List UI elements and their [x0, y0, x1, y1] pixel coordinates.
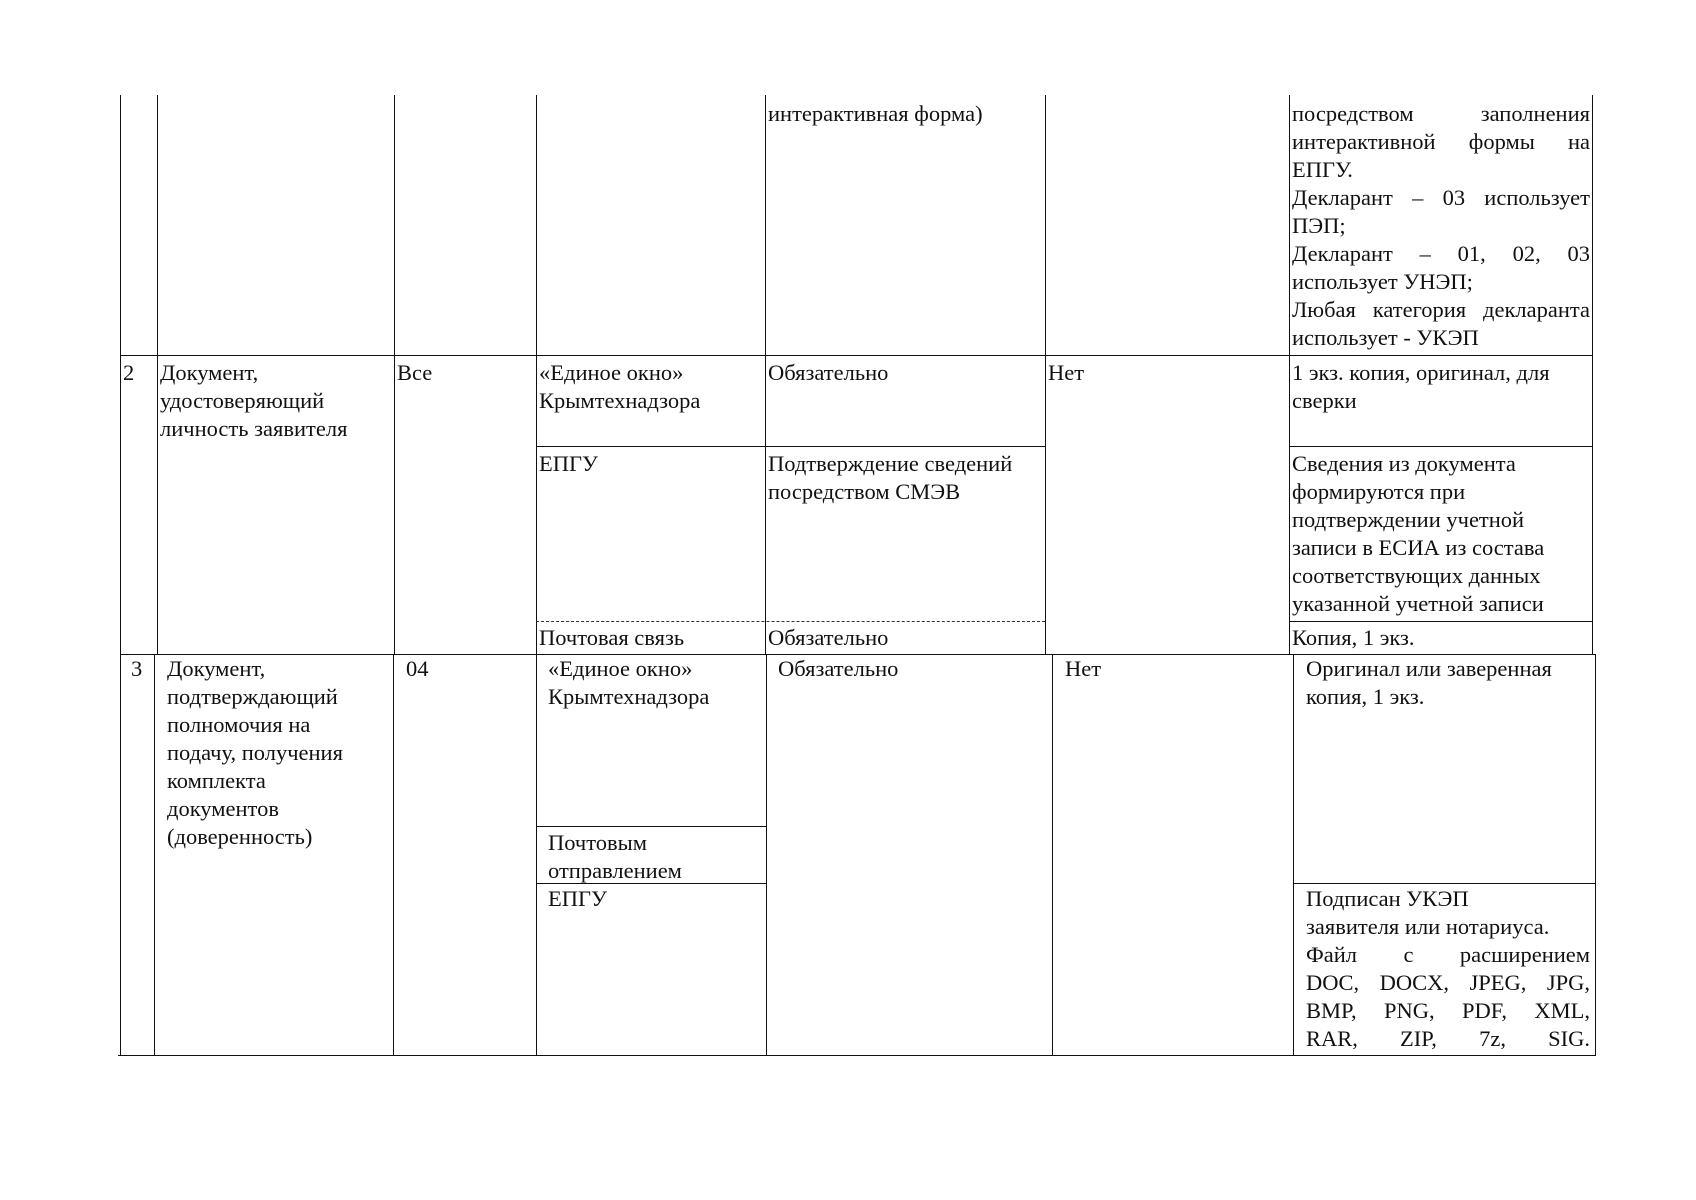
note-line: использует УНЭП; — [1292, 269, 1473, 294]
requirement: Обязательно — [778, 656, 899, 681]
table-right-border — [1592, 95, 1593, 654]
col-divider — [536, 654, 537, 1056]
col-divider — [536, 95, 537, 654]
submission-method: «Единое окно» Крымтехнадзора — [539, 360, 701, 413]
submission-method: «Единое окно» Крымтехнадзора — [548, 656, 710, 709]
submission-method: Почтовым отправлением — [548, 830, 682, 883]
document-note: 1 экз. копия, оригинал, для сверки — [1292, 360, 1550, 413]
col-divider — [1289, 95, 1290, 654]
applicant-category: Все — [397, 360, 433, 385]
col-divider — [1045, 95, 1046, 654]
table-left-border — [120, 95, 121, 1056]
note-line: BMP, PNG, PDF, XML, — [1306, 998, 1590, 1023]
note-line: заявителя или нотариуса. — [1306, 914, 1550, 939]
note-line: Любая категория декларанта — [1292, 297, 1590, 322]
note-line: ПЭП; — [1292, 213, 1346, 238]
table-right-border — [1595, 654, 1596, 1056]
sub-row-divider — [1293, 883, 1595, 884]
submission-method: ЕПГУ — [548, 886, 607, 911]
col6-value: Нет — [1048, 360, 1085, 385]
document-note: Копия, 1 экз. — [1292, 625, 1415, 650]
submission-method: ЕПГУ — [539, 451, 598, 476]
requirement: Подтверждение сведений посредством СМЭВ — [768, 451, 1013, 504]
sub-row-divider — [536, 446, 1045, 447]
sub-row-divider — [1289, 446, 1592, 447]
col-divider — [394, 95, 395, 654]
row-number: 3 — [131, 656, 143, 681]
note-line: Декларант – 01, 02, 03 — [1292, 241, 1590, 266]
note-line: использует - УКЭП — [1292, 325, 1479, 350]
submission-method: Почтовая связь — [539, 625, 685, 650]
col-divider — [766, 654, 767, 1056]
sub-row-divider — [1289, 621, 1592, 622]
document-note: Сведения из документа формируются при подтверждении учетной записи в ЕСИА из состава соответствующих данных указанной учетной записи — [1292, 451, 1545, 616]
col6-value: Нет — [1065, 656, 1102, 681]
document-note: Оригинал или заверенная копия, 1 экз. — [1306, 656, 1552, 709]
note-line: интерактивной формы на — [1292, 129, 1590, 154]
note-line: Подписан УКЭП — [1306, 886, 1469, 911]
sub-row-divider — [536, 621, 1045, 622]
col-divider — [1293, 654, 1294, 1056]
col-divider — [1052, 654, 1053, 1056]
row-number: 2 — [123, 360, 135, 385]
note-line: ЕПГУ. — [1292, 157, 1353, 182]
prev-row-form-text: интерактивная форма) — [768, 101, 983, 126]
col-divider — [157, 95, 158, 654]
document-name: Документ, удостоверяющий личность заявителя — [160, 360, 348, 441]
note-line: RAR, ZIP, 7z, SIG. — [1306, 1026, 1590, 1051]
table-bottom-border — [118, 1055, 1595, 1056]
col-divider — [393, 654, 394, 1056]
sub-row-divider — [536, 826, 766, 827]
col-divider — [765, 95, 766, 654]
applicant-category: 04 — [406, 656, 429, 681]
requirement: Обязательно — [768, 360, 889, 385]
document-name: Документ, подтверждающий полномочия на подачу, получения комплекта документов (доверенность) — [167, 656, 343, 849]
note-line: Файл с расширением — [1306, 942, 1590, 967]
requirement: Обязательно — [768, 625, 889, 650]
note-line: DOC, DOCX, JPEG, JPG, — [1306, 970, 1590, 995]
col-divider — [154, 654, 155, 1056]
note-line: Декларант – 03 использует — [1292, 185, 1590, 210]
row-divider — [120, 355, 1592, 356]
note-line: посредством заполнения — [1292, 101, 1590, 126]
